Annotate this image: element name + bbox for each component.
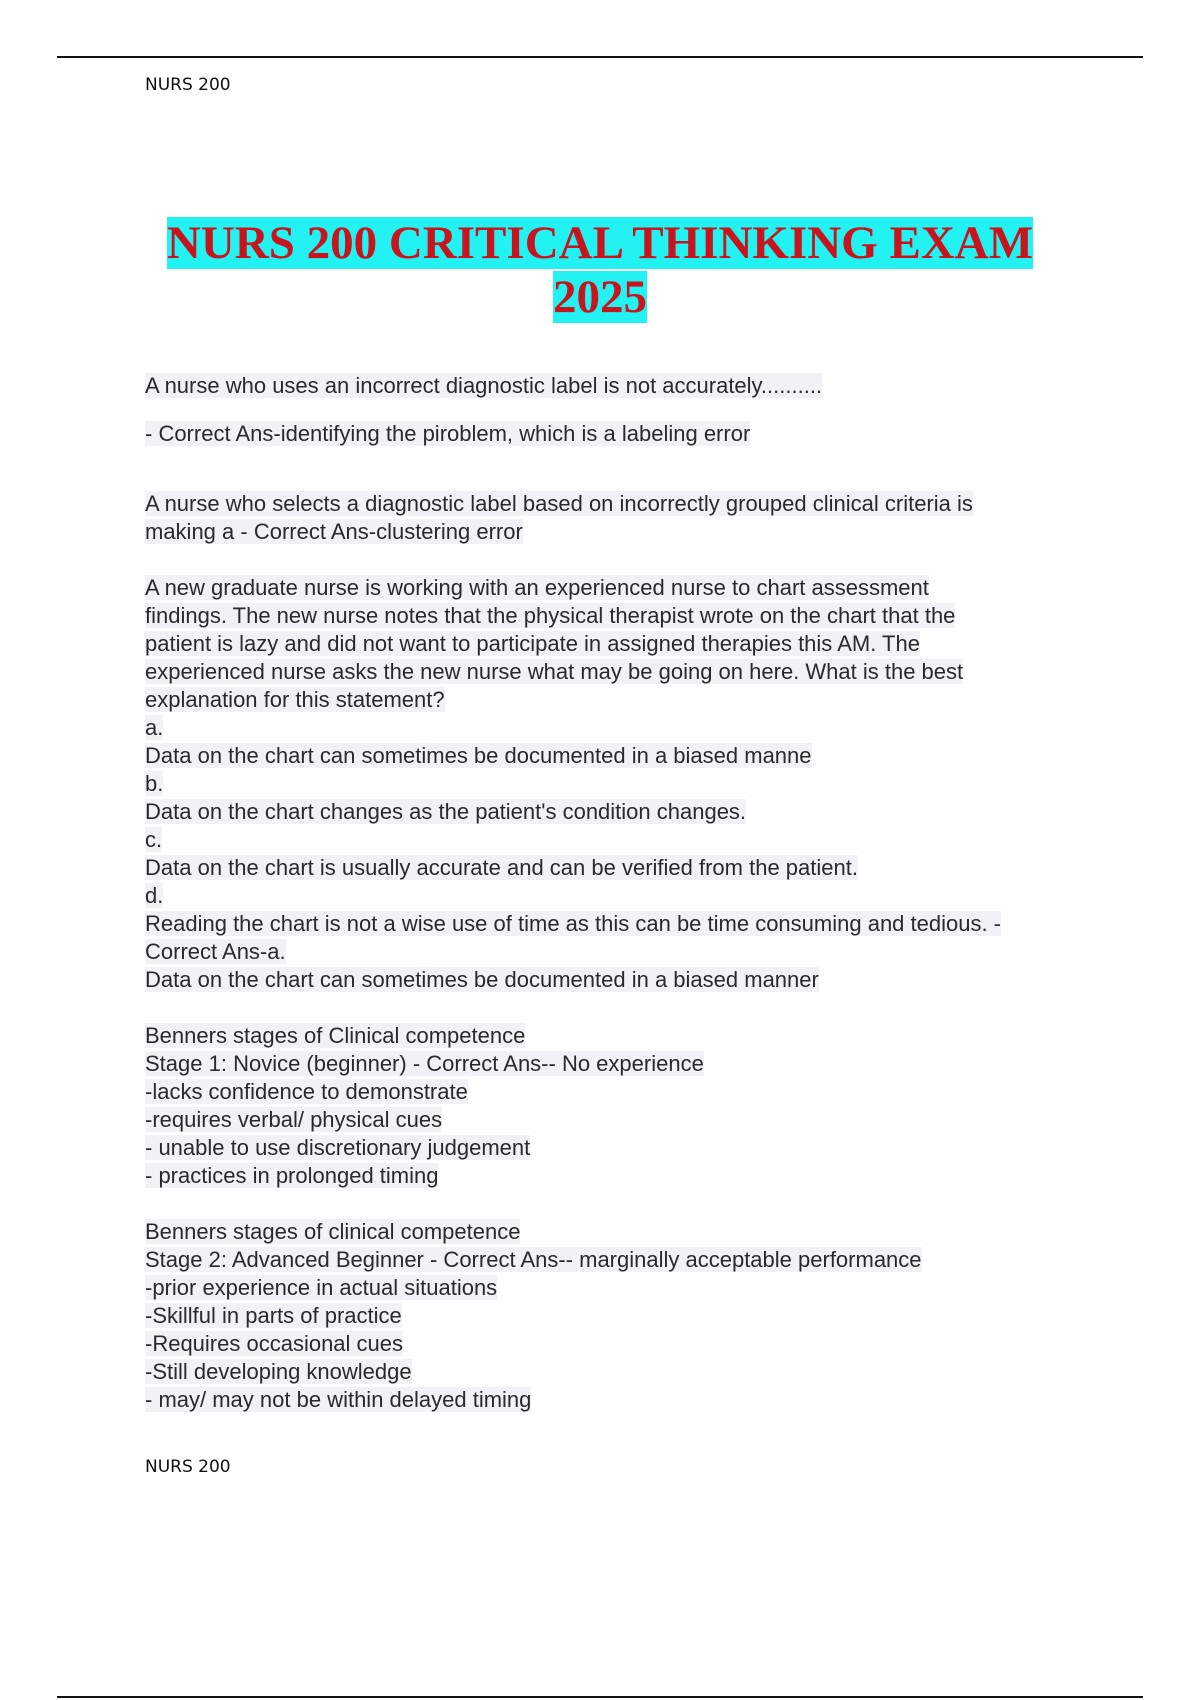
question-block-3 [145,574,1105,994]
answer-text: -prior experience in actual situations [145,1275,498,1300]
answer-text: - unable to use discretionary judgement [145,1135,531,1160]
answer-text: - practices in prolonged timing [145,1163,439,1188]
document-body [145,372,1105,1414]
header-rule [57,56,1143,58]
question-line: making a - Correct Ans-clustering error [145,519,523,544]
question-block-4 [145,1022,1105,1190]
option-letter: c. [145,827,163,852]
answer-text: -requires verbal/ physical cues [145,1107,443,1132]
option-letter: d. [145,883,164,908]
question-text: A nurse who uses an incorrect diagnostic label is not accurately.......... [145,373,823,398]
answer-text: Stage 2: Advanced Beginner - Correct Ans-- marginally acceptable performance [145,1247,922,1272]
answer-text: -Requires occasional cues [145,1331,404,1356]
page-header: NURS 200 [145,75,231,95]
question-line: A nurse who selects a diagnostic label based on incorrectly grouped clinical criteria is [145,491,973,516]
option-text: Data on the chart changes as the patient's condition changes. [145,799,747,824]
title-line-1: NURS 200 CRITICAL THINKING EXAM [166,217,1034,269]
question-line: experienced nurse asks the new nurse what may be going on here. What is the best [145,659,964,684]
answer-text: Stage 1: Novice (beginner) - Correct Ans-- No experience [145,1051,704,1076]
question-line: A new graduate nurse is working with an experienced nurse to chart assessment [145,575,929,600]
document-title [100,216,1100,324]
question-block-2 [145,490,1105,546]
answer-text: -Still developing knowledge [145,1359,412,1384]
question-block-5 [145,1218,1105,1414]
answer-text: -Skillful in parts of practice [145,1303,402,1328]
answer-text: Data on the chart can sometimes be documented in a biased manner [145,967,819,992]
question-line: patient is lazy and did not want to participate in assigned therapies this AM. The [145,631,920,656]
question-block-1 [145,372,1105,448]
footer-rule [57,1696,1143,1698]
option-text: Reading the chart is not a wise use of time as this can be time consuming and tedious. - [145,911,1002,936]
answer-text: Correct Ans-a. [145,939,286,964]
question-line: Benners stages of Clinical competence [145,1023,526,1048]
option-text: Data on the chart is usually accurate and can be verified from the patient. [145,855,858,880]
page-footer: NURS 200 [145,1457,231,1477]
title-line-2: 2025 [553,271,647,323]
option-letter: a. [145,715,164,740]
question-line: findings. The new nurse notes that the physical therapist wrote on the chart that the [145,603,956,628]
option-letter: b. [145,771,164,796]
answer-text: - may/ may not be within delayed timing [145,1387,532,1412]
answer-text: - Correct Ans-identifying the piroblem, which is a labeling error [145,421,751,446]
question-line: explanation for this statement? [145,687,445,712]
option-text: Data on the chart can sometimes be documented in a biased manne [145,743,812,768]
answer-text: -lacks confidence to demonstrate [145,1079,468,1104]
question-line: Benners stages of clinical competence [145,1219,521,1244]
